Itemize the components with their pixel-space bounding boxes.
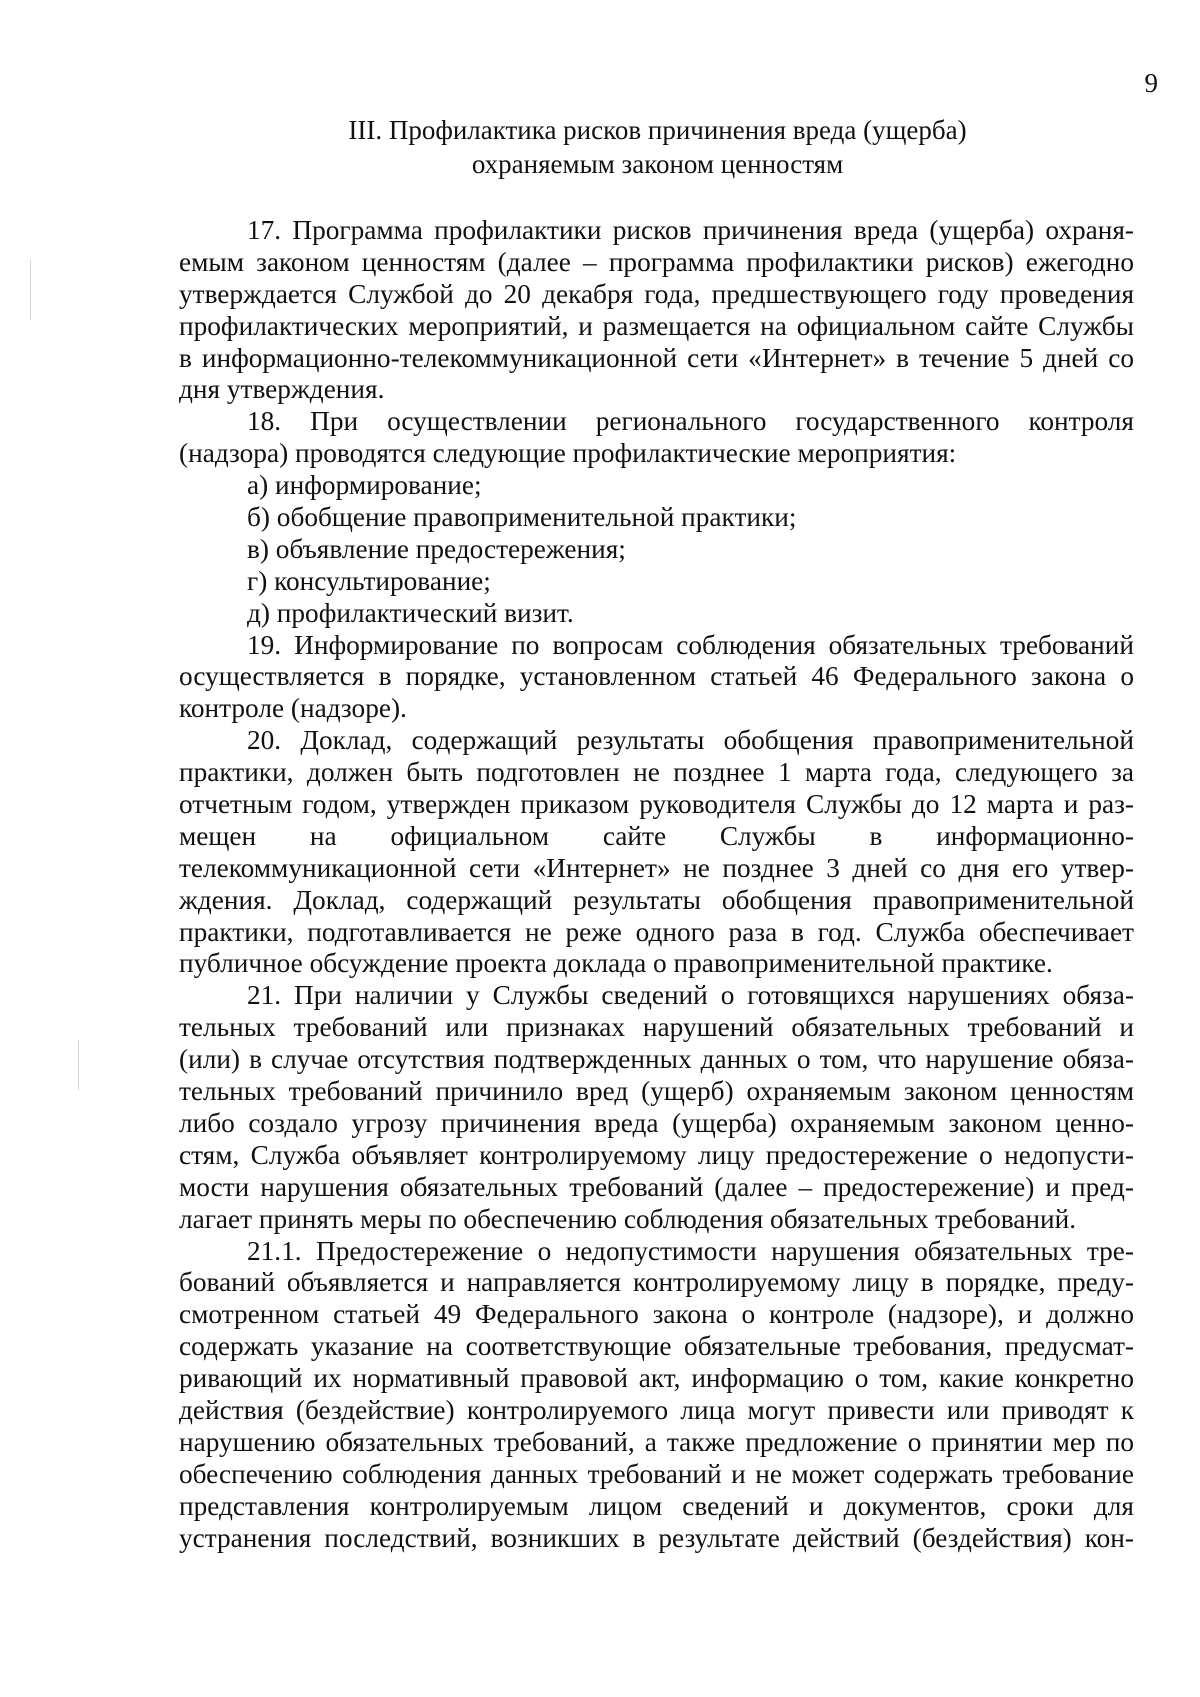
text-line: профилактических мероприятий, и размещается на официальном сайте Службы (179, 310, 1134, 341)
text-line: 20. Доклад, содержащий результаты обобщения правоприменительной (247, 725, 1134, 756)
text-line: либо создало угрозу причинения вреда (ущерба) охраняемым законом ценно- (179, 1107, 1134, 1138)
text-line: (или) в случае отсутствия подтвержденных данных о том, что нарушение обяза- (179, 1044, 1134, 1075)
text-line: действия (бездействие) контролируемого лица могут привести или приводят к (179, 1394, 1134, 1425)
section-heading-line-2: охраняемым законом ценностям (471, 149, 844, 179)
text-line: в информационно-телекоммуникационной сети «Интернет» в течение 5 дней со (179, 342, 1134, 373)
text-line: тельных требований или признаках нарушений обязательных требований и (179, 1012, 1134, 1043)
text-line: публичное обсуждение проекта доклада о правоприменительной практике. (179, 948, 1053, 979)
text-line: 18. При осуществлении регионального государственного контроля (247, 406, 1134, 437)
text-line: мости нарушения обязательных требований (далее – предостережение) и пред- (179, 1171, 1134, 1202)
text-line: 21.1. Предостережение о недопустимости нарушения обязательных тре- (247, 1235, 1134, 1266)
text-line: устранения последствий, возникших в результате действий (бездействия) кон- (179, 1522, 1134, 1553)
text-line: практики, подготавливается не реже одного раза в год. Служба обеспечивает (179, 916, 1134, 947)
text-line: утверждается Службой до 20 декабря года, предшествующего году проведения (179, 278, 1134, 309)
page-number: 9 (1144, 68, 1158, 98)
text-line: обеспечению соблюдения данных требований и не может содержать требование (179, 1458, 1134, 1489)
text-line: тельных требований причинило вред (ущерб) охраняемым законом ценностям (179, 1076, 1134, 1107)
text-line: в) объявление предостережения; (247, 533, 626, 564)
text-line: 21. При наличии у Службы сведений о готовящихся нарушениях обяза- (247, 980, 1134, 1011)
text-line: г) консультирование; (247, 565, 491, 596)
scan-artifact (78, 1040, 79, 1090)
text-line: емым законом ценностям (далее – программа профилактики рисков) ежегодно (179, 246, 1134, 277)
text-line: 19. Информирование по вопросам соблюдения обязательных требований (247, 629, 1134, 660)
text-line: представления контролируемым лицом сведений и документов, сроки для (179, 1490, 1134, 1521)
text-line: нарушению обязательных требований, а также предложение о принятии мер по (179, 1426, 1134, 1457)
text-line: д) профилактический визит. (247, 597, 574, 628)
section-heading-line-1: III. Профилактика рисков причинения вреда (ущерба) (348, 115, 967, 145)
text-line: контроле (надзоре). (179, 693, 407, 724)
text-line: отчетным годом, утвержден приказом руководителя Службы до 12 марта и раз- (179, 789, 1134, 820)
text-line: бований объявляется и направляется контролируемому лицу в порядке, преду- (179, 1267, 1134, 1298)
text-line: 17. Программа профилактики рисков причинения вреда (ущерба) охраня- (247, 215, 1134, 245)
text-line: лагает принять меры по обеспечению соблюдения обязательных требований. (179, 1203, 1077, 1234)
text-line: ждения. Доклад, содержащий результаты обобщения правоприменительной (179, 884, 1134, 915)
scan-artifact (30, 260, 31, 320)
text-line: телекоммуникационной сети «Интернет» не позднее 3 дней со дня его утвер- (179, 852, 1134, 883)
text-line: (надзора) проводятся следующие профилактические мероприятия: (179, 438, 957, 469)
text-line: б) обобщение правоприменительной практики; (247, 502, 797, 533)
section-heading (180, 113, 1135, 181)
text-line: смотренном статьей 49 Федерального закона о контроле (надзоре), и должно (179, 1299, 1134, 1330)
document-body (179, 215, 1134, 1554)
text-line: ривающий их нормативный правовой акт, информацию о том, какие конкретно (179, 1363, 1134, 1394)
text-line: практики, должен быть подготовлен не позднее 1 марта года, следующего за (179, 757, 1134, 788)
text-line: содержать указание на соответствующие обязательные требования, предусмат- (179, 1331, 1134, 1362)
text-line: осуществляется в порядке, установленном статьей 46 Федерального закона о (179, 661, 1134, 692)
text-line: дня утверждения. (179, 374, 385, 405)
text-line: мещен на официальном сайте Службы в информационно- (179, 820, 1134, 851)
text-line: а) информирование; (247, 470, 482, 501)
text-line: стям, Служба объявляет контролируемому лицу предостережение о недопусти- (179, 1139, 1134, 1170)
